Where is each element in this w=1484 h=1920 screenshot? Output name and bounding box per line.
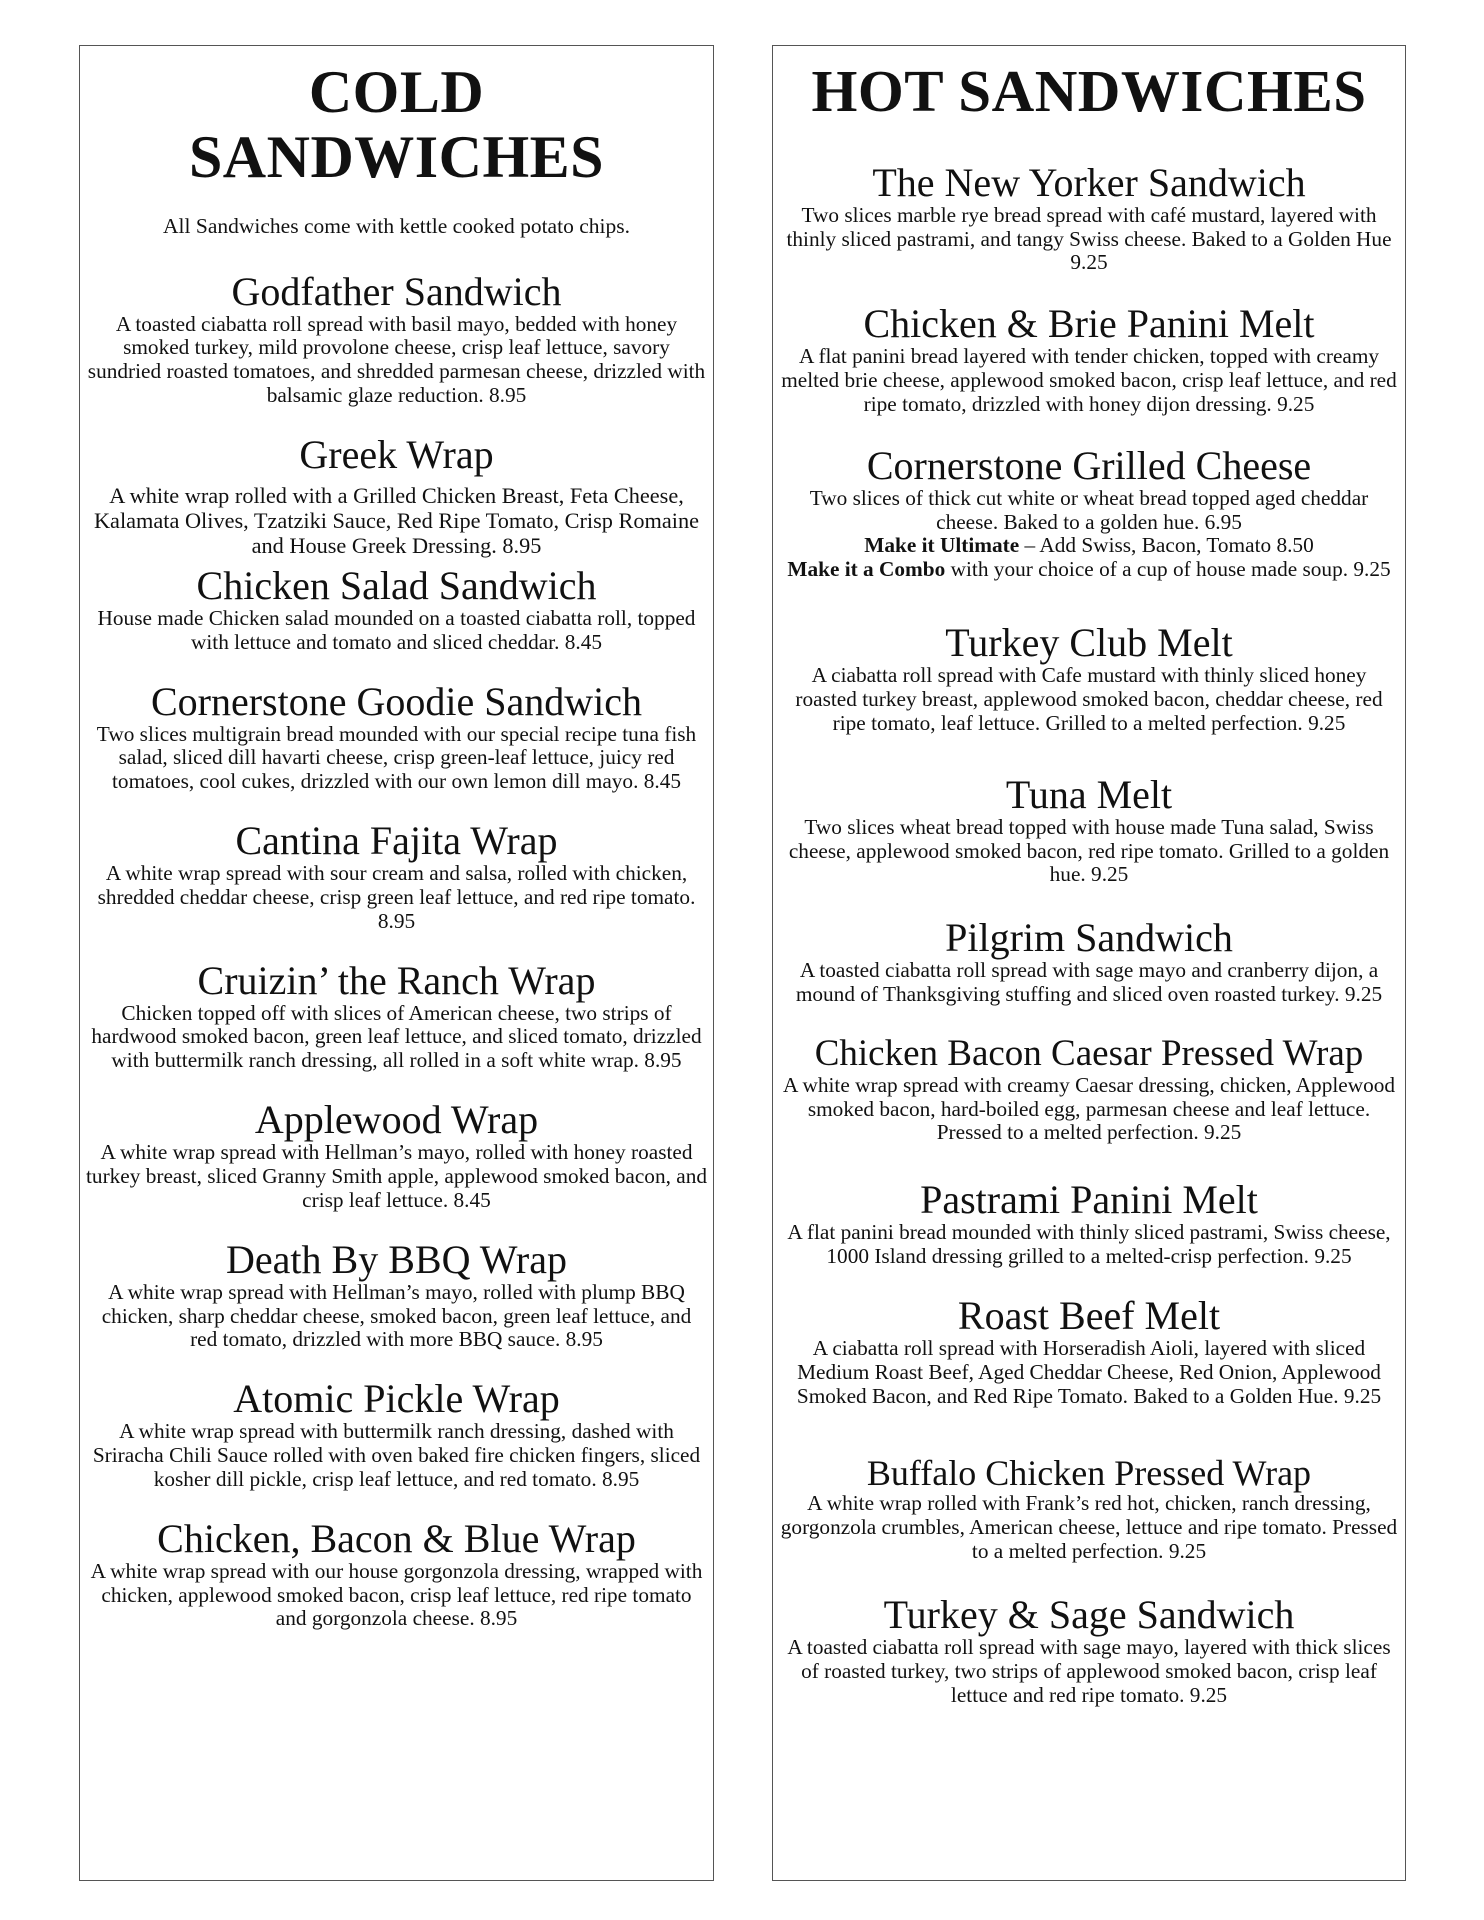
item-name: Turkey & Sage Sandwich: [883, 1591, 1295, 1637]
menu-item: [779, 1179, 1399, 1269]
menu-item: [86, 1515, 707, 1632]
hot-item-list: [773, 159, 1405, 1708]
item-description: A toasted ciabatta roll spread with basil mayo, bedded with honey smoked turkey, mild provolone cheese, crisp leaf lettuce, savory sundried roasted tomatoes, and shredded parmesan cheese, drizzled with balsamic glaze reduction. 8.95: [87, 311, 706, 408]
menu-item: [86, 431, 707, 559]
item-description: Two slices marble rye bread spread with café mustard, layered with thinly sliced pastrami, and tangy Swiss cheese. Baked to a Golden Hue 9.25: [786, 202, 1392, 275]
option-text: – Add Swiss, Bacon, Tomato 8.50: [1019, 533, 1314, 558]
cold-title-line2: SANDWICHES: [188, 123, 605, 190]
hot-title: HOT SANDWICHES: [811, 58, 1367, 124]
menu-item: [86, 562, 707, 655]
item-name: Chicken, Bacon & Blue Wrap: [157, 1515, 636, 1561]
item-name: Cruizin’ the Ranch Wrap: [197, 957, 596, 1003]
item-name: Buffalo Chicken Pressed Wrap: [866, 1452, 1312, 1493]
cold-item-list: [80, 268, 713, 1632]
item-name: Chicken Salad Sandwich: [196, 562, 597, 608]
hot-sandwiches-panel: [772, 45, 1406, 1881]
menu-item: [779, 622, 1399, 736]
item-name: Roast Beef Melt: [957, 1292, 1221, 1338]
item-description: A white wrap spread with creamy Caesar dressing, chicken, Applewood smoked bacon, hard-boiled egg, parmesan cheese and leaf lettuce. Pressed to a melted perfection. 9.25: [782, 1072, 1396, 1145]
cold-title: [80, 60, 713, 190]
menu-item: [86, 268, 707, 408]
item-name: Greek Wrap: [299, 431, 494, 477]
item-description: A white wrap rolled with Frank’s red hot, chicken, ranch dressing, gorgonzola crumbles, American cheese, lettuce and ripe tomato. Pressed to a melted perfection. 9.25: [780, 1491, 1398, 1563]
menu-item: [779, 1292, 1399, 1409]
item-name: Pilgrim Sandwich: [945, 915, 1233, 961]
option-label: Make it a Combo: [787, 557, 946, 582]
menu-item: [86, 678, 707, 795]
menu-item: [86, 1099, 707, 1213]
item-description: A flat panini bread layered with tender chicken, topped with creamy melted brie cheese, applewood smoked bacon, crisp leaf lettuce, and red ripe tomato, drizzled with honey dijon dressing. 9.25: [781, 344, 1397, 416]
item-name: Cornerstone Goodie Sandwich: [150, 678, 642, 724]
menu-item: [779, 442, 1399, 582]
menu-item: [86, 957, 707, 1074]
menu-item: [86, 1378, 707, 1492]
item-name: Turkey Club Melt: [945, 620, 1233, 666]
item-description: A white wrap rolled with a Grilled Chicken Breast, Feta Cheese, Kalamata Olives, Tzatziki Sauce, Red Ripe Tomato, Crisp Romaine and House Greek Dressing. 8.95: [93, 482, 700, 558]
item-description: Two slices multigrain bread mounded with our special recipe tuna fish salad, sliced dill havarti cheese, crisp green-leaf lettuce, juicy red tomatoes, cool cukes, drizzled with our own lemon dill mayo. 8.45: [96, 721, 697, 794]
item-name: Cornerstone Grilled Cheese: [866, 442, 1312, 488]
menu-item: [86, 1236, 707, 1353]
item-name: Chicken & Brie Panini Melt: [863, 301, 1315, 347]
item-description: A white wrap spread with Hellman’s mayo, rolled with honey roasted turkey breast, sliced Granny Smith apple, applewood smoked bacon, and crisp leaf lettuce. 8.45: [86, 1140, 707, 1212]
cold-subtitle: All Sandwiches come with kettle cooked potato chips.: [163, 213, 630, 238]
item-description: A white wrap spread with buttermilk ranch dressing, dashed with Sriracha Chili Sauce rolled with oven baked fire chicken fingers, sliced kosher dill pickle, crisp leaf lettuce, and red tomato. 8.95: [92, 1419, 701, 1491]
item-description: A toasted ciabatta roll spread with sage mayo, layered with thick slices of roasted turkey, two strips of applewood smoked bacon, crisp leaf lettuce and red ripe tomato. 9.25: [787, 1634, 1391, 1707]
item-description: A ciabatta roll spread with Horseradish Aioli, layered with sliced Medium Roast Beef, Aged Cheddar Cheese, Red Onion, Applewood Smoked Bacon, and Red Ripe Tomato. Baked to a Golden Hue. 9.25: [796, 1335, 1382, 1408]
menu-item: [779, 771, 1399, 888]
option-text: with your choice of a cup of house made soup. 9.25: [945, 557, 1391, 582]
menu-item: [86, 820, 707, 934]
item-name: Death By BBQ Wrap: [226, 1236, 567, 1282]
make-it-ultimate-option: [779, 534, 1399, 558]
item-name: Chicken Bacon Caesar Pressed Wrap: [814, 1032, 1364, 1074]
item-description: A ciabatta roll spread with Cafe mustard with thinly sliced honey roasted turkey breast, applewood smoked bacon, cheddar cheese, red ripe tomato, leaf lettuce. Grilled to a melted perfection. 9.25: [795, 663, 1383, 735]
item-name: Godfather Sandwich: [231, 268, 562, 314]
cold-title-line1: COLD: [308, 59, 485, 125]
item-name: Cantina Fajita Wrap: [235, 818, 558, 864]
option-label: Make it Ultimate: [864, 533, 1020, 558]
item-name: Applewood Wrap: [254, 1097, 539, 1143]
item-description: Chicken topped off with slices of American cheese, two strips of hardwood smoked bacon, green leaf lettuce, and sliced tomato, drizzled with buttermilk ranch dressing, all rolled in a soft white wrap. 8.95: [91, 1000, 702, 1073]
item-name: Tuna Melt: [1005, 771, 1173, 817]
item-name: Pastrami Panini Melt: [920, 1177, 1258, 1223]
cold-sandwiches-panel: [79, 45, 714, 1881]
menu-item: [779, 1591, 1399, 1708]
item-name: The New Yorker Sandwich: [872, 159, 1306, 205]
item-description: A flat panini bread mounded with thinly sliced pastrami, Swiss cheese, 1000 Island dressing grilled to a melted-crisp perfection. 9.25: [787, 1220, 1391, 1269]
item-description: A white wrap spread with our house gorgonzola dressing, wrapped with chicken, applewood smoked bacon, crisp leaf lettuce, red ripe tomato and gorgonzola cheese. 8.95: [90, 1558, 703, 1631]
item-description: Two slices of thick cut white or wheat bread topped aged cheddar cheese. Baked to a golden hue. 6.95: [809, 485, 1369, 534]
menu-item: [779, 303, 1399, 417]
menu-item: [779, 1032, 1399, 1145]
item-description: A white wrap spread with Hellman’s mayo, rolled with plump BBQ chicken, sharp cheddar cheese, smoked bacon, green leaf lettuce, and red tomato, drizzled with more BBQ sauce. 8.95: [101, 1279, 692, 1352]
menu-item: [779, 159, 1399, 276]
menu-item: [779, 917, 1399, 1007]
item-description: A white wrap spread with sour cream and salsa, rolled with chicken, shredded cheddar cheese, crisp green leaf lettuce, and red ripe tomato. 8.95: [97, 861, 696, 933]
menu-item: [779, 1452, 1399, 1564]
item-name: Atomic Pickle Wrap: [233, 1376, 560, 1422]
make-it-a-combo-option: [779, 558, 1399, 582]
item-description: House made Chicken salad mounded on a toasted ciabatta roll, topped with lettuce and tomato and sliced cheddar. 8.45: [97, 605, 696, 654]
item-description: A toasted ciabatta roll spread with sage mayo and cranberry dijon, a mound of Thanksgiving stuffing and sliced oven roasted turkey. 9.25: [795, 958, 1383, 1007]
item-description: Two slices wheat bread topped with house made Tuna salad, Swiss cheese, applewood smoked bacon, red ripe tomato. Grilled to a golden hue. 9.25: [788, 814, 1390, 887]
